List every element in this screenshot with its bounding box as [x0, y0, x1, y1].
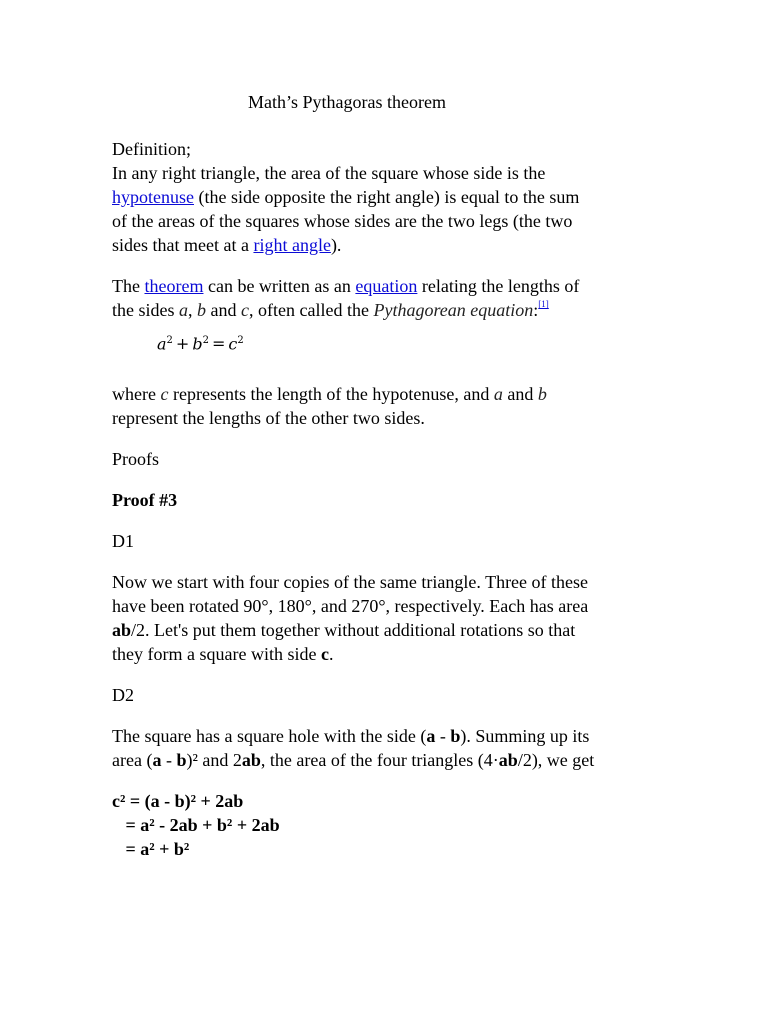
definition-paragraph [112, 137, 652, 257]
reference-link[interactable]: [1] [538, 299, 549, 309]
definition-line: of the areas of the squares whose sides are the two legs (the two [112, 211, 573, 231]
definition-heading: Definition; [112, 139, 191, 159]
link-right-angle[interactable]: right angle [253, 235, 331, 255]
derivation-line: = a² + b² [112, 839, 190, 859]
definition-line: hypotenuse (the side opposite the right angle) is equal to the sum [112, 187, 580, 207]
proofs-heading: Proofs [112, 449, 160, 469]
definition-line: In any right triangle, the area of the square whose side is the [112, 163, 546, 183]
step-d2-label: D2 [112, 685, 134, 705]
derivation-line: c² = (a - b)² + 2ab [112, 791, 244, 811]
derivation-line: = a² - 2ab + b² + 2ab [112, 815, 280, 835]
document-title: Math’s Pythagoras theorem [248, 92, 446, 112]
step-d2-paragraph: The square has a square hole with the side (a - b). Summing up its area (a - b)² and 2ab, the area of the four triangles (4·ab/2), we get [112, 726, 595, 770]
link-equation[interactable]: equation [355, 276, 418, 296]
theorem-line: the sides a, b and c, often called the Pythagorean equation:[1] [112, 299, 549, 320]
link-hypotenuse[interactable]: hypotenuse [112, 187, 194, 207]
proof-title: Proof #3 [112, 490, 178, 510]
where-paragraph: where c represents the length of the hypotenuse, and a and b represent the lengths of the other two sides. [112, 384, 547, 428]
final-derivation [112, 789, 652, 861]
link-theorem[interactable]: theorem [144, 276, 204, 296]
theorem-paragraph [112, 274, 652, 322]
step-d1-paragraph: Now we start with four copies of the same triangle. Three of these have been rotated 90°, 180°, and 270°, respectively. Each has area ab/2. Let's put them together without additional rotations so that they form a square with side c. [112, 572, 589, 664]
document-page [112, 90, 652, 861]
pythagorean-equation: $a^2 + b^2 = c^2$ [157, 334, 244, 354]
theorem-line: The theorem can be written as an equation relating the lengths of [112, 276, 580, 296]
step-d1-label: D1 [112, 531, 134, 551]
definition-line: sides that meet at a right angle). [112, 235, 342, 255]
